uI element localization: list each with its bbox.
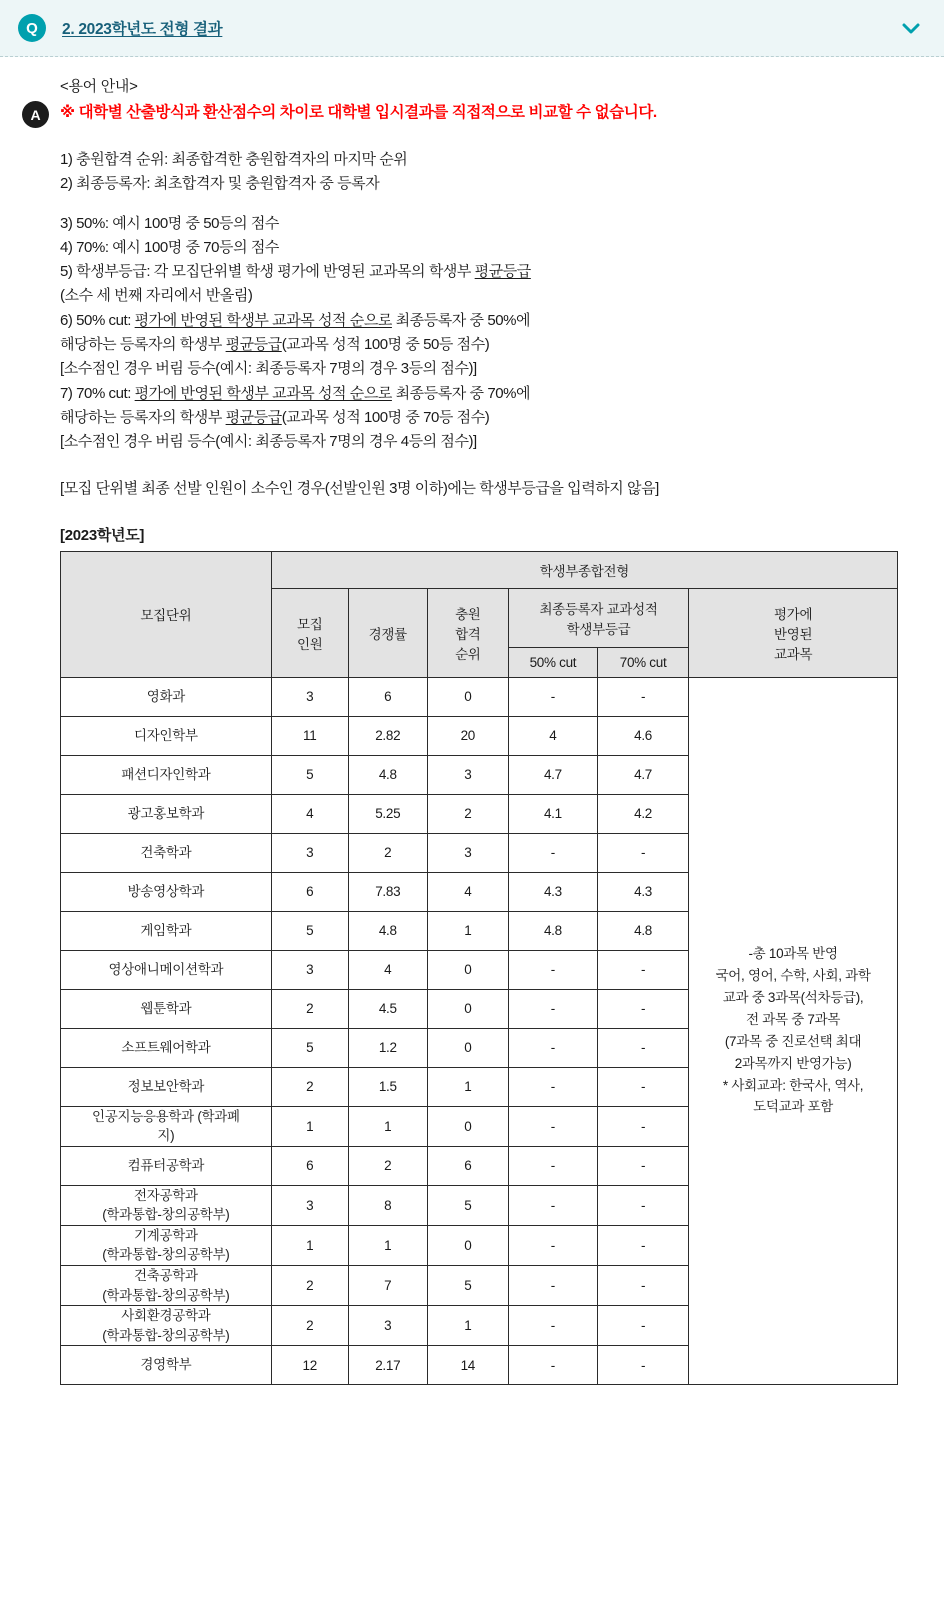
cell-rank: 0 bbox=[427, 1028, 508, 1067]
col-header-unit: 모집단위 bbox=[61, 551, 272, 677]
cell-cut50: 4.3 bbox=[508, 872, 597, 911]
note-line-5a bbox=[60, 260, 922, 284]
cell-cut50: - bbox=[508, 1067, 597, 1106]
cell-unit-line2: (학과통합-창의공학부) bbox=[102, 1327, 230, 1343]
note-7a-post: 최종등록자 중 70%에 bbox=[391, 384, 531, 402]
cell-ratio: 2 bbox=[348, 833, 427, 872]
cell-rank: 0 bbox=[427, 950, 508, 989]
cell-rank: 3 bbox=[427, 833, 508, 872]
cell-unit-line2: (학과통합-창의공학부) bbox=[102, 1247, 230, 1263]
cell-cut50: - bbox=[508, 1225, 597, 1265]
cell-unit bbox=[61, 1225, 272, 1265]
cell-ratio: 1 bbox=[348, 1106, 427, 1146]
col-header-rank-l1: 충원 bbox=[455, 606, 481, 622]
cell-unit-line1: 광고홍보학과 bbox=[127, 805, 205, 821]
cell-unit bbox=[61, 1306, 272, 1346]
col-header-subject bbox=[689, 588, 898, 677]
cell-ratio: 6 bbox=[348, 677, 427, 716]
cell-unit-line1: 영상애니메이션학과 bbox=[108, 961, 224, 977]
cell-unit bbox=[61, 872, 272, 911]
cell-rank: 5 bbox=[427, 1185, 508, 1225]
cell-unit bbox=[61, 950, 272, 989]
col-header-quota-l1: 모집 bbox=[297, 616, 323, 632]
cell-cut70: 4.3 bbox=[597, 872, 688, 911]
cell-unit-line2: (학과통합-창의공학부) bbox=[102, 1287, 230, 1303]
cell-quota: 3 bbox=[271, 950, 348, 989]
cell-unit-line1: 사회환경공학과 bbox=[121, 1308, 211, 1324]
subject-note-line-1: -총 10과목 반영 bbox=[748, 946, 838, 962]
answer-body bbox=[0, 57, 944, 1389]
cell-cut70: - bbox=[597, 1346, 688, 1385]
note-line-7b bbox=[60, 406, 922, 430]
cell-cut70: - bbox=[597, 1265, 688, 1305]
cell-unit bbox=[61, 833, 272, 872]
cell-ratio: 1 bbox=[348, 1225, 427, 1265]
accordion-toggle[interactable] bbox=[898, 15, 924, 41]
cell-unit bbox=[61, 1067, 272, 1106]
cell-unit-line1: 소프트웨어학과 bbox=[121, 1039, 211, 1055]
cell-unit bbox=[61, 989, 272, 1028]
cell-cut50: - bbox=[508, 1106, 597, 1146]
cell-ratio: 5.25 bbox=[348, 794, 427, 833]
cell-rank: 1 bbox=[427, 1067, 508, 1106]
answer-badge: A bbox=[22, 101, 49, 128]
cell-cut50: - bbox=[508, 989, 597, 1028]
cell-rank: 20 bbox=[427, 716, 508, 755]
cell-unit-line2: 지) bbox=[157, 1128, 175, 1144]
note-6a-pre: 6) 50% cut: bbox=[60, 311, 135, 329]
cell-quota: 2 bbox=[271, 1265, 348, 1305]
col-header-subject-l2: 반영된 bbox=[773, 626, 813, 642]
note-line-3: 3) 50%: 예시 100명 중 50등의 점수 bbox=[60, 214, 279, 232]
cell-quota: 1 bbox=[271, 1225, 348, 1265]
cell-rank: 3 bbox=[427, 755, 508, 794]
cell-ratio: 4 bbox=[348, 950, 427, 989]
cell-ratio: 1.5 bbox=[348, 1067, 427, 1106]
col-header-subject-l3: 교과목 bbox=[773, 646, 813, 662]
note-6a-underline: 평가에 반영된 학생부 교과목 성적 순으로 bbox=[134, 311, 392, 329]
cell-quota: 1 bbox=[271, 1106, 348, 1146]
col-header-cut70: 70% cut bbox=[597, 647, 688, 677]
accordion-header[interactable] bbox=[0, 0, 944, 57]
note-6a-post: 최종등록자 중 50%에 bbox=[391, 311, 531, 329]
cell-cut50: - bbox=[508, 1185, 597, 1225]
cell-quota: 3 bbox=[271, 1185, 348, 1225]
cell-unit bbox=[61, 794, 272, 833]
subject-note-line-2: 국어, 영어, 수학, 사회, 과학 bbox=[715, 968, 871, 984]
cell-ratio: 4.5 bbox=[348, 989, 427, 1028]
cell-unit-line1: 기계공학과 bbox=[134, 1227, 198, 1243]
cell-unit bbox=[61, 1146, 272, 1185]
cell-unit bbox=[61, 1028, 272, 1067]
cell-rank: 0 bbox=[427, 1225, 508, 1265]
col-header-cut50: 50% cut bbox=[508, 647, 597, 677]
cell-ratio: 4.8 bbox=[348, 911, 427, 950]
cell-rank: 2 bbox=[427, 794, 508, 833]
cell-unit bbox=[61, 677, 272, 716]
subject-note-line-4: 전 과목 중 7과목 bbox=[746, 1012, 841, 1028]
cell-cut70: 4.7 bbox=[597, 755, 688, 794]
cell-rank: 0 bbox=[427, 1106, 508, 1146]
col-header-ratio: 경쟁률 bbox=[348, 588, 427, 677]
cell-unit-line1: 건축공학과 bbox=[134, 1267, 198, 1283]
cell-unit-line1: 인공지능응용학과 (학과폐 bbox=[91, 1108, 240, 1124]
cell-cut70: 4.8 bbox=[597, 911, 688, 950]
note-line-1: 1) 충원합격 순위: 최종합격한 충원합격자의 마지막 순위 bbox=[60, 151, 408, 168]
col-header-rank-l3: 순위 bbox=[455, 646, 481, 662]
col-header-quota-l2: 인원 bbox=[297, 636, 323, 652]
note-6b-underline: 평균등급 bbox=[225, 336, 282, 354]
subject-note-line-5: (7과목 중 진로선택 최대 bbox=[724, 1033, 862, 1049]
note-6b-post: (교과목 성적 100명 중 50등 점수) bbox=[281, 336, 490, 354]
cell-ratio: 2 bbox=[348, 1146, 427, 1185]
col-header-grade bbox=[508, 588, 688, 647]
table-body bbox=[61, 677, 898, 1385]
cell-rank: 14 bbox=[427, 1346, 508, 1385]
note-7a-pre: 7) 70% cut: bbox=[60, 384, 135, 402]
cell-cut50: 4.7 bbox=[508, 755, 597, 794]
cell-unit bbox=[61, 716, 272, 755]
table-header-row-1 bbox=[61, 551, 898, 588]
cell-unit bbox=[61, 1346, 272, 1385]
cell-unit bbox=[61, 911, 272, 950]
cell-unit-line1: 패션디자인학과 bbox=[121, 766, 211, 782]
cell-unit-line1: 웹툰학과 bbox=[140, 1000, 192, 1016]
cell-rank: 0 bbox=[427, 677, 508, 716]
cell-cut50: - bbox=[508, 1306, 597, 1346]
note-line-7c: [소수점인 경우 버림 등수(예시: 최종등록자 7명의 경우 4등의 점수)] bbox=[60, 433, 477, 451]
cell-cut70: - bbox=[597, 1106, 688, 1146]
cell-cut70: - bbox=[597, 1028, 688, 1067]
chevron-down-icon bbox=[898, 15, 924, 41]
cell-ratio: 8 bbox=[348, 1185, 427, 1225]
col-header-rank bbox=[427, 588, 508, 677]
cell-cut50: - bbox=[508, 833, 597, 872]
cell-quota: 4 bbox=[271, 794, 348, 833]
note-line-6a bbox=[60, 309, 922, 333]
cell-ratio: 3 bbox=[348, 1306, 427, 1346]
cell-cut70: - bbox=[597, 677, 688, 716]
cell-unit-line1: 디자인학부 bbox=[134, 727, 198, 743]
cell-ratio: 1.2 bbox=[348, 1028, 427, 1067]
page-title[interactable]: 2. 2023학년도 전형 결과 bbox=[62, 21, 223, 38]
cell-cut50: - bbox=[508, 950, 597, 989]
cell-rank: 1 bbox=[427, 911, 508, 950]
col-header-grade-l1: 최종등록자 교과성적 bbox=[539, 601, 658, 617]
cell-cut50: 4 bbox=[508, 716, 597, 755]
note-line-7a bbox=[60, 382, 922, 406]
cell-quota: 2 bbox=[271, 1306, 348, 1346]
cell-cut70: - bbox=[597, 1225, 688, 1265]
note-spacer bbox=[60, 197, 922, 212]
subject-note-line-8: 도덕교과 포함 bbox=[753, 1099, 834, 1115]
cell-cut70: 4.2 bbox=[597, 794, 688, 833]
cell-quota: 5 bbox=[271, 755, 348, 794]
cell-ratio: 2.17 bbox=[348, 1346, 427, 1385]
cell-rank: 6 bbox=[427, 1146, 508, 1185]
cell-unit-line1: 경영학부 bbox=[140, 1357, 192, 1373]
cell-cut50: - bbox=[508, 677, 597, 716]
cell-ratio: 7 bbox=[348, 1265, 427, 1305]
cell-quota: 2 bbox=[271, 989, 348, 1028]
cell-cut70: - bbox=[597, 833, 688, 872]
cell-quota: 3 bbox=[271, 677, 348, 716]
admissions-results-table bbox=[60, 551, 898, 1386]
note-7b-post: (교과목 성적 100명 중 70등 점수) bbox=[281, 408, 490, 426]
cell-unit bbox=[61, 1106, 272, 1146]
cell-cut70: - bbox=[597, 1146, 688, 1185]
cell-cut50: - bbox=[508, 1265, 597, 1305]
cell-quota: 5 bbox=[271, 1028, 348, 1067]
note-6b-pre: 해당하는 등록자의 학생부 bbox=[60, 336, 226, 354]
note-line-6c: [소수점인 경우 버림 등수(예시: 최종등록자 7명의 경우 3등의 점수)] bbox=[60, 360, 477, 378]
note-line-4: 4) 70%: 예시 100명 중 70등의 점수 bbox=[60, 238, 279, 256]
cell-unit-line1: 컴퓨터공학과 bbox=[127, 1157, 205, 1173]
cell-unit-line1: 정보보안학과 bbox=[127, 1078, 205, 1094]
table-row bbox=[61, 677, 898, 716]
cell-subject-note bbox=[689, 677, 898, 1385]
note-7b-pre: 해당하는 등록자의 학생부 bbox=[60, 408, 226, 426]
note-7a-underline: 평가에 반영된 학생부 교과목 성적 순으로 bbox=[134, 384, 392, 402]
col-header-subject-l1: 평가에 bbox=[773, 606, 813, 622]
note-line-6b bbox=[60, 333, 922, 357]
note-line-5b: (소수 세 번째 자리에서 반올림) bbox=[60, 287, 253, 305]
cell-cut70: - bbox=[597, 950, 688, 989]
note-line-2: 2) 최종등록자: 최초합격자 및 충원합격자 중 등록자 bbox=[60, 175, 380, 193]
cell-unit-line1: 건축학과 bbox=[140, 844, 192, 860]
small-cohort-note: [모집 단위별 최종 선발 인원이 소수인 경우(선발인원 3명 이하)에는 학생부등급을 입력하지 않음] bbox=[60, 479, 659, 497]
question-badge: Q bbox=[18, 14, 46, 42]
cell-quota: 11 bbox=[271, 716, 348, 755]
cell-unit bbox=[61, 755, 272, 794]
cell-quota: 5 bbox=[271, 911, 348, 950]
cell-cut50: 4.1 bbox=[508, 794, 597, 833]
cell-ratio: 2.82 bbox=[348, 716, 427, 755]
term-guide-heading: <용어 안내> bbox=[60, 78, 138, 95]
subject-note-line-3: 교과 중 3과목(석차등급), bbox=[722, 990, 864, 1006]
cell-unit-line1: 방송영상학과 bbox=[127, 883, 205, 899]
answer-warning-row bbox=[22, 102, 922, 128]
cell-cut70: - bbox=[597, 1306, 688, 1346]
cell-cut50: - bbox=[508, 1028, 597, 1067]
note-5a-text: 5) 학생부등급: 각 모집단위별 학생 평가에 반영된 교과목의 학생부 bbox=[60, 263, 475, 281]
cell-quota: 6 bbox=[271, 1146, 348, 1185]
cell-quota: 6 bbox=[271, 872, 348, 911]
subject-note-line-7: * 사회교과: 한국사, 역사, bbox=[722, 1077, 864, 1093]
cell-rank: 0 bbox=[427, 989, 508, 1028]
cell-cut70: - bbox=[597, 989, 688, 1028]
cell-cut50: - bbox=[508, 1346, 597, 1385]
cell-quota: 12 bbox=[271, 1346, 348, 1385]
cell-rank: 4 bbox=[427, 872, 508, 911]
table-header bbox=[61, 551, 898, 677]
cell-cut70: - bbox=[597, 1185, 688, 1225]
subject-note-line-6: 2과목까지 반영가능) bbox=[734, 1055, 852, 1071]
cell-rank: 1 bbox=[427, 1306, 508, 1346]
note-7b-underline: 평균등급 bbox=[225, 408, 282, 426]
cell-cut50: 4.8 bbox=[508, 911, 597, 950]
col-header-grade-l2: 학생부등급 bbox=[566, 621, 631, 637]
cell-ratio: 7.83 bbox=[348, 872, 427, 911]
cell-quota: 2 bbox=[271, 1067, 348, 1106]
cell-cut70: - bbox=[597, 1067, 688, 1106]
cell-unit-line1: 전자공학과 bbox=[134, 1187, 198, 1203]
cell-unit bbox=[61, 1185, 272, 1225]
cell-unit bbox=[61, 1265, 272, 1305]
cell-rank: 5 bbox=[427, 1265, 508, 1305]
col-header-group: 학생부종합전형 bbox=[271, 551, 897, 588]
cell-unit-line1: 영화과 bbox=[146, 688, 185, 704]
cell-cut70: 4.6 bbox=[597, 716, 688, 755]
results-table-wrapper bbox=[60, 551, 922, 1390]
cell-unit-line2: (학과통합-창의공학부) bbox=[102, 1207, 230, 1223]
cell-unit-line1: 게임학과 bbox=[140, 922, 192, 938]
cell-cut50: - bbox=[508, 1146, 597, 1185]
col-header-quota bbox=[271, 588, 348, 677]
cell-ratio: 4.8 bbox=[348, 755, 427, 794]
cell-quota: 3 bbox=[271, 833, 348, 872]
col-header-rank-l2: 합격 bbox=[455, 626, 481, 642]
note-5a-underline: 평균등급 bbox=[474, 263, 531, 281]
comparison-warning-text: ※ 대학별 산출방식과 환산점수의 차이로 대학별 입시결과를 직접적으로 비교할 수 없습니다. bbox=[60, 104, 657, 121]
table-year-label: [2023학년도] bbox=[60, 526, 145, 544]
terminology-notes bbox=[60, 148, 922, 455]
